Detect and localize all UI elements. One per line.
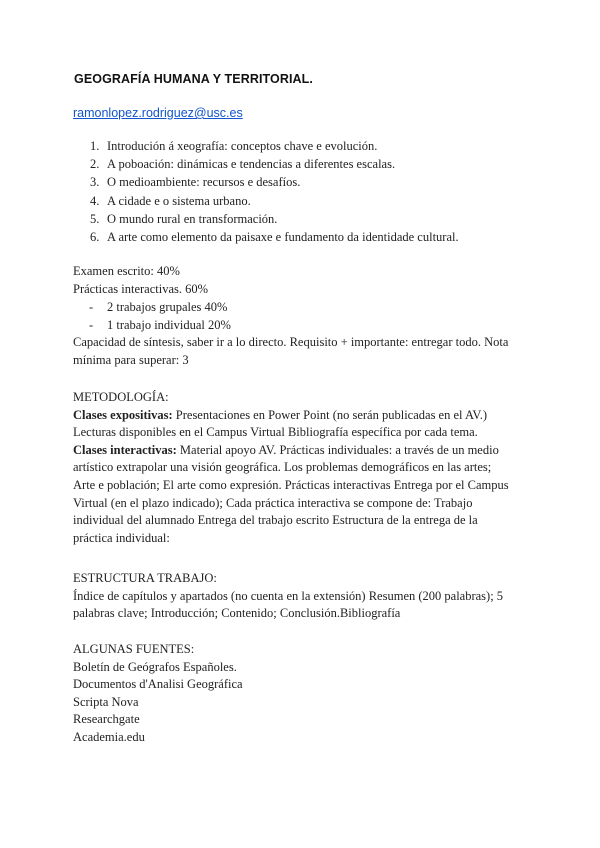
paragraph-line bbox=[73, 407, 553, 425]
list-item bbox=[90, 210, 459, 228]
paragraph-line: Lecturas disponibles en el Campus Virtual Bibliografía específica por cada tema. bbox=[73, 425, 478, 440]
evaluation-section bbox=[73, 263, 553, 369]
list-text: A poboación: dinámicas e tendencias a diferentes escalas. bbox=[107, 157, 396, 172]
section-heading: METODOLOGÍA: bbox=[73, 390, 169, 404]
paragraph-line: Virtual (en el plazo indicado); Cada práctica interactiva se compone de: Trabajo bbox=[73, 495, 473, 510]
bold-label: Clases interactivas: bbox=[73, 442, 177, 457]
exam-weight: Examen escrito: 40% bbox=[73, 264, 180, 278]
list-item bbox=[73, 298, 553, 316]
source-item: Documentos d'Analisi Geográfica bbox=[73, 677, 243, 692]
section-heading: ALGUNAS FUENTES: bbox=[73, 642, 195, 656]
source-item: Researchgate bbox=[73, 712, 140, 727]
bold-label: Clases expositivas: bbox=[73, 407, 173, 422]
structure-section bbox=[73, 570, 553, 623]
list-item bbox=[90, 228, 459, 246]
paragraph-line: individual del alumnado Entrega del trabajo escrito Estructura de la entrega de la bbox=[73, 513, 478, 528]
sources-section bbox=[73, 641, 553, 747]
paragraph-line bbox=[73, 442, 553, 460]
topic-list bbox=[90, 137, 459, 246]
list-number: 3. bbox=[90, 175, 100, 190]
list-number: 2. bbox=[90, 157, 100, 172]
document-title: GEOGRAFÍA HUMANA Y TERRITORIAL. bbox=[74, 72, 313, 86]
list-number: 4. bbox=[90, 193, 100, 208]
dash-bullet: - bbox=[89, 300, 94, 315]
source-item: Boletín de Geógrafos Españoles. bbox=[73, 659, 237, 674]
section-heading: ESTRUCTURA TRABAJO: bbox=[73, 571, 217, 585]
source-item: Academia.edu bbox=[73, 729, 145, 744]
practices-weight: Prácticas interactivas. 60% bbox=[73, 281, 209, 296]
paragraph-line: práctica individual: bbox=[73, 530, 170, 545]
list-number: 1. bbox=[90, 139, 100, 153]
list-item bbox=[90, 137, 459, 155]
line-text: Material apoyo AV. Prácticas individuales: a través de un medio bbox=[176, 442, 499, 457]
list-number: 5. bbox=[90, 211, 100, 226]
list-text: Introdución á xeografía: conceptos chave e evolución. bbox=[107, 139, 378, 153]
list-text: 2 trabajos grupales 40% bbox=[107, 300, 228, 315]
paragraph-line: Arte e población; El arte como expresión. Prácticas interactivas Entrega por el Campus bbox=[73, 477, 509, 492]
line-text: Presentaciones en Power Point (no serán publicadas en el AV.) bbox=[172, 407, 488, 422]
list-text: A arte como elemento da paisaxe e fundamento da identidade cultural. bbox=[107, 229, 459, 244]
source-item: Scripta Nova bbox=[73, 694, 139, 709]
list-text: O mundo rural en transformación. bbox=[107, 211, 278, 226]
list-item bbox=[73, 316, 553, 334]
list-text: O medioambiente: recursos e desafíos. bbox=[107, 175, 301, 190]
list-text: 1 trabajo individual 20% bbox=[107, 318, 231, 333]
evaluation-note: Capacidad de síntesis, saber ir a lo directo. Requisito + importante: entregar todo. Nota bbox=[73, 335, 509, 350]
list-item bbox=[90, 173, 459, 191]
methodology-section bbox=[73, 389, 553, 547]
paragraph-line: artístico extrapolar una visión geográfica. Los problemas demográficos en las artes; bbox=[73, 460, 492, 475]
list-item bbox=[90, 192, 459, 210]
paragraph-line: Índice de capítulos y apartados (no cuenta en la extensión) Resumen (200 palabras); 5 bbox=[73, 588, 504, 603]
list-text: A cidade e o sistema urbano. bbox=[107, 193, 251, 208]
evaluation-note: mínima para superar: 3 bbox=[73, 352, 189, 367]
email-link[interactable]: ramonlopez.rodriguez@usc.es bbox=[73, 106, 243, 120]
list-item bbox=[90, 155, 459, 173]
dash-bullet: - bbox=[89, 318, 94, 333]
paragraph-line: palabras clave; Introducción; Contenido; Conclusión.Bibliografía bbox=[73, 606, 401, 621]
list-number: 6. bbox=[90, 229, 100, 244]
